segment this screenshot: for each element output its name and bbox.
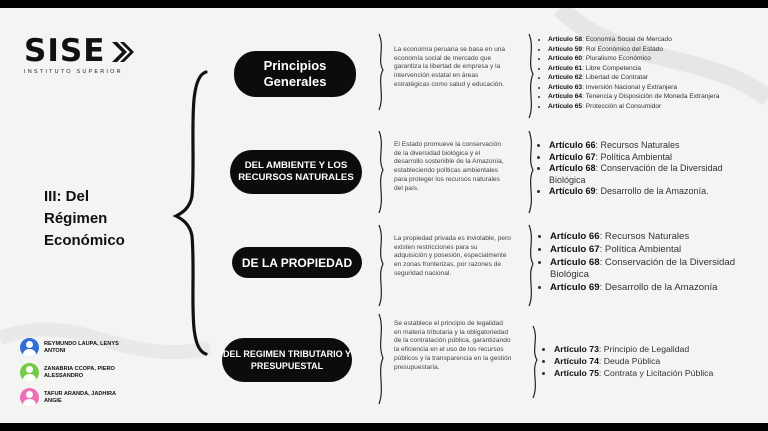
section-heading-tributario: [222, 338, 352, 382]
chevron-right-icon: [108, 39, 134, 65]
avatar: [20, 388, 39, 407]
section-heading-principios: [234, 51, 356, 97]
mind-map-canvas: [0, 8, 768, 423]
main-title: III: Del Régimen Económico: [44, 188, 125, 249]
list-item: • Artículo 58: Economía Social de Mercado: [548, 35, 728, 45]
list-item: • Artículo 68: Conservación de la Diversidad Biológica: [549, 163, 739, 186]
member-name: TAFUR ARANDA, JADHIRA ANGIE: [44, 390, 116, 404]
list-item: • Artículo 68: Conservación de la Diversidad Biológica: [550, 257, 768, 283]
section-heading-propiedad: [232, 247, 362, 278]
list-item: • Artículo 61: Libre Competencia: [548, 64, 728, 74]
team-member: [20, 388, 124, 407]
article-list: [541, 140, 739, 198]
section-description: La propiedad privada es inviolable, pero existen restricciones para su adquisición y posesión, especialmente en zonas fronterizas, por razones de seguridad nacional.: [394, 235, 511, 277]
list-item: • Artículo 67: Política Ambiental: [549, 152, 739, 164]
list-item: • Artículo 63: Inversión Nacional y Extranjera: [548, 83, 728, 93]
list-item: • Artículo 67: Política Ambiental: [550, 244, 768, 257]
user-icon: [26, 366, 33, 373]
section-description: El Estado promueve la conservación de la diversidad biológica y el desarrollo sostenible de la Amazonía, estableciendo políticas ambientales para proteger los recursos naturales del país.: [394, 141, 504, 192]
arts-brace-3: [529, 225, 533, 306]
section-description: Se establece el principio de legalidad en materia tributaria y la obligatoriedad de la contratación pública, garantizando la eficiencia en el uso de los recursos públicos y la transparencia en la gestión presupuestaria.: [394, 320, 512, 371]
section-heading-text: DE LA PROPIEDAD: [241, 255, 353, 270]
article-list: [542, 231, 768, 295]
list-item: • Artículo 65: Protección al Consumidor: [548, 102, 728, 112]
arts-brace-4: [533, 326, 537, 398]
list-item: • Artículo 75: Contrata y Licitación Pública: [554, 368, 724, 380]
desc-brace-3: [379, 225, 383, 306]
user-icon: [26, 341, 33, 348]
list-item: • Artículo 73: Principio de Legalidad: [554, 344, 724, 356]
section-description: La economía peruana se basa en una economía social de mercado que garantiza la libertad de empresa y la intervención estatal en áreas estratégicas como salud y educación.: [394, 46, 506, 88]
avatar: [20, 338, 39, 357]
article-list: [540, 35, 728, 111]
team-member: [20, 338, 124, 357]
list-item: • Artículo 69: Desarrollo de la Amazonía: [550, 282, 768, 295]
list-item: • Artículo 60: Pluralismo Económico: [548, 54, 728, 64]
list-item: • Artículo 69: Desarrollo de la Amazonía.: [549, 186, 739, 198]
section-heading-ambiente: [230, 150, 362, 194]
section-heading-text: DEL REGIMEN TRIBUTARIO Y PRESUPUESTAL: [222, 349, 351, 371]
team-member: [20, 363, 124, 382]
section-heading-text: Principios Generales: [263, 58, 327, 89]
list-item: • Artículo 66: Recursos Naturales: [550, 231, 768, 244]
desc-brace-4: [379, 314, 383, 404]
list-item: • Artículo 74: Deuda Pública: [554, 356, 724, 368]
section-heading-text: DEL AMBIENTE Y LOS RECURSOS NATURALES: [238, 160, 354, 183]
avatar: [20, 363, 39, 382]
sise-logo: [24, 33, 134, 75]
arts-brace-1: [529, 34, 533, 118]
article-list: [546, 344, 724, 379]
list-item: • Artículo 62: Libertad de Contratar: [548, 73, 728, 83]
desc-brace-2: [379, 131, 383, 213]
user-icon: [26, 391, 33, 398]
list-item: • Artículo 64: Tenencia y Disposición de Moneda Extranjera: [548, 92, 728, 102]
arts-brace-2: [529, 131, 533, 213]
list-item: • Artículo 59: Rol Económico del Estado: [548, 45, 728, 55]
logo-subtitle: INSTITUTO SUPERIOR: [24, 69, 123, 75]
desc-brace-1: [379, 34, 383, 110]
member-name: ZANABRIA CCOPA, PIERO ALESSANDRO: [44, 365, 115, 379]
logo-wordmark: SISE: [24, 33, 106, 69]
main-brace: [176, 72, 206, 354]
list-item: • Artículo 66: Recursos Naturales: [549, 140, 739, 152]
member-name: REYMUNDO LAUPA, LENYS ANTONI: [44, 340, 119, 354]
